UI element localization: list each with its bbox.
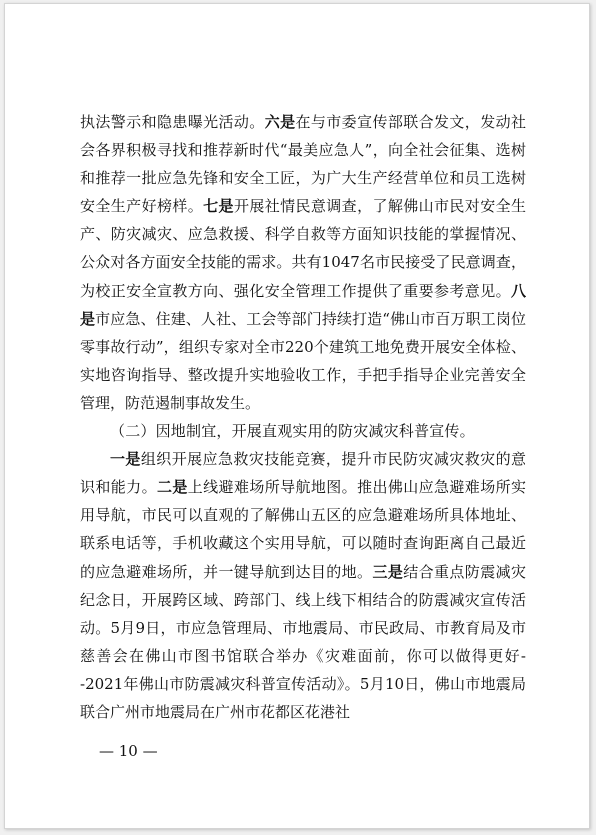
bold-marker-three: 三是 [372,562,404,581]
bold-marker-six: 六是 [264,113,296,131]
bold-marker-two: 二是 [156,478,188,497]
paragraph-continuation [80,108,526,417]
paragraph-main [80,445,526,726]
text-span: 组织开展应急救灾技能竞赛，提升市民防灾减灾救灾的意识和能力。 [80,450,526,497]
text-span: 执法警示和隐患曝光活动。 [80,113,265,131]
text-span: 开展社情民意调查，了解佛山市民对安全生产、防灾减灾、应急救援、科学自救等方面知识技能的掌握情况、公众对各方面安全技能的需求。共有1047名市民接受了民意调查，为校正安全宣教方向、强化安全管理工作提供了重要参考意见。 [80,197,526,300]
text-span: 在与市委宣传部联合发文，发动社会各界积极寻找和推荐新时代“最美应急人”，向全社会征集、选树和推荐一批应急先锋和安全工匠，为广大生产经营单位和员工选树安全生产好榜样。 [80,113,526,216]
text-span: 结合重点防震减灾纪念日，开展跨区域、跨部门、线上线下相结合的防震减灾宣传活动。5月9日，市应急管理局、市地震局、市民政局、市教育局及市慈善会在佛山市图书馆联合举办《灾难面前，你可以做得更好--2021年佛山市防震减灾科普宣传活动》。5月10日，佛山市地震局联合广州市地震局在广州市花都区花港社 [80,562,526,721]
bold-marker-seven: 七是 [203,197,234,216]
page-number: — 10 — [99,742,158,760]
section-heading: （二）因地制宜，开展直观实用的防灾减灾科普宣传。 [110,422,475,441]
document-body [80,108,526,726]
text-span: 市应急、住建、人社、工会等部门持续打造“佛山市百万职工岗位零事故行动”，组织专家对全市220个建筑工地免费开展安全体检、实地咨询指导、整改提升实地验收工作，手把手指导企业完善安全管理，防范遏制事故发生。 [80,309,526,412]
document-page [4,3,590,829]
text-span: 上线避难场所导航地图。推出佛山应急避难场所实用导航，市民可以直观的了解佛山五区的应急避难场所具体地址、联系电话等，手机收藏这个实用导航，可以随时查询距离自己最近的应急避难场所，并一键导航到达目的地。 [80,478,526,581]
bold-marker-one: 一是 [110,450,141,469]
bold-marker-eight: 八是 [80,281,526,328]
